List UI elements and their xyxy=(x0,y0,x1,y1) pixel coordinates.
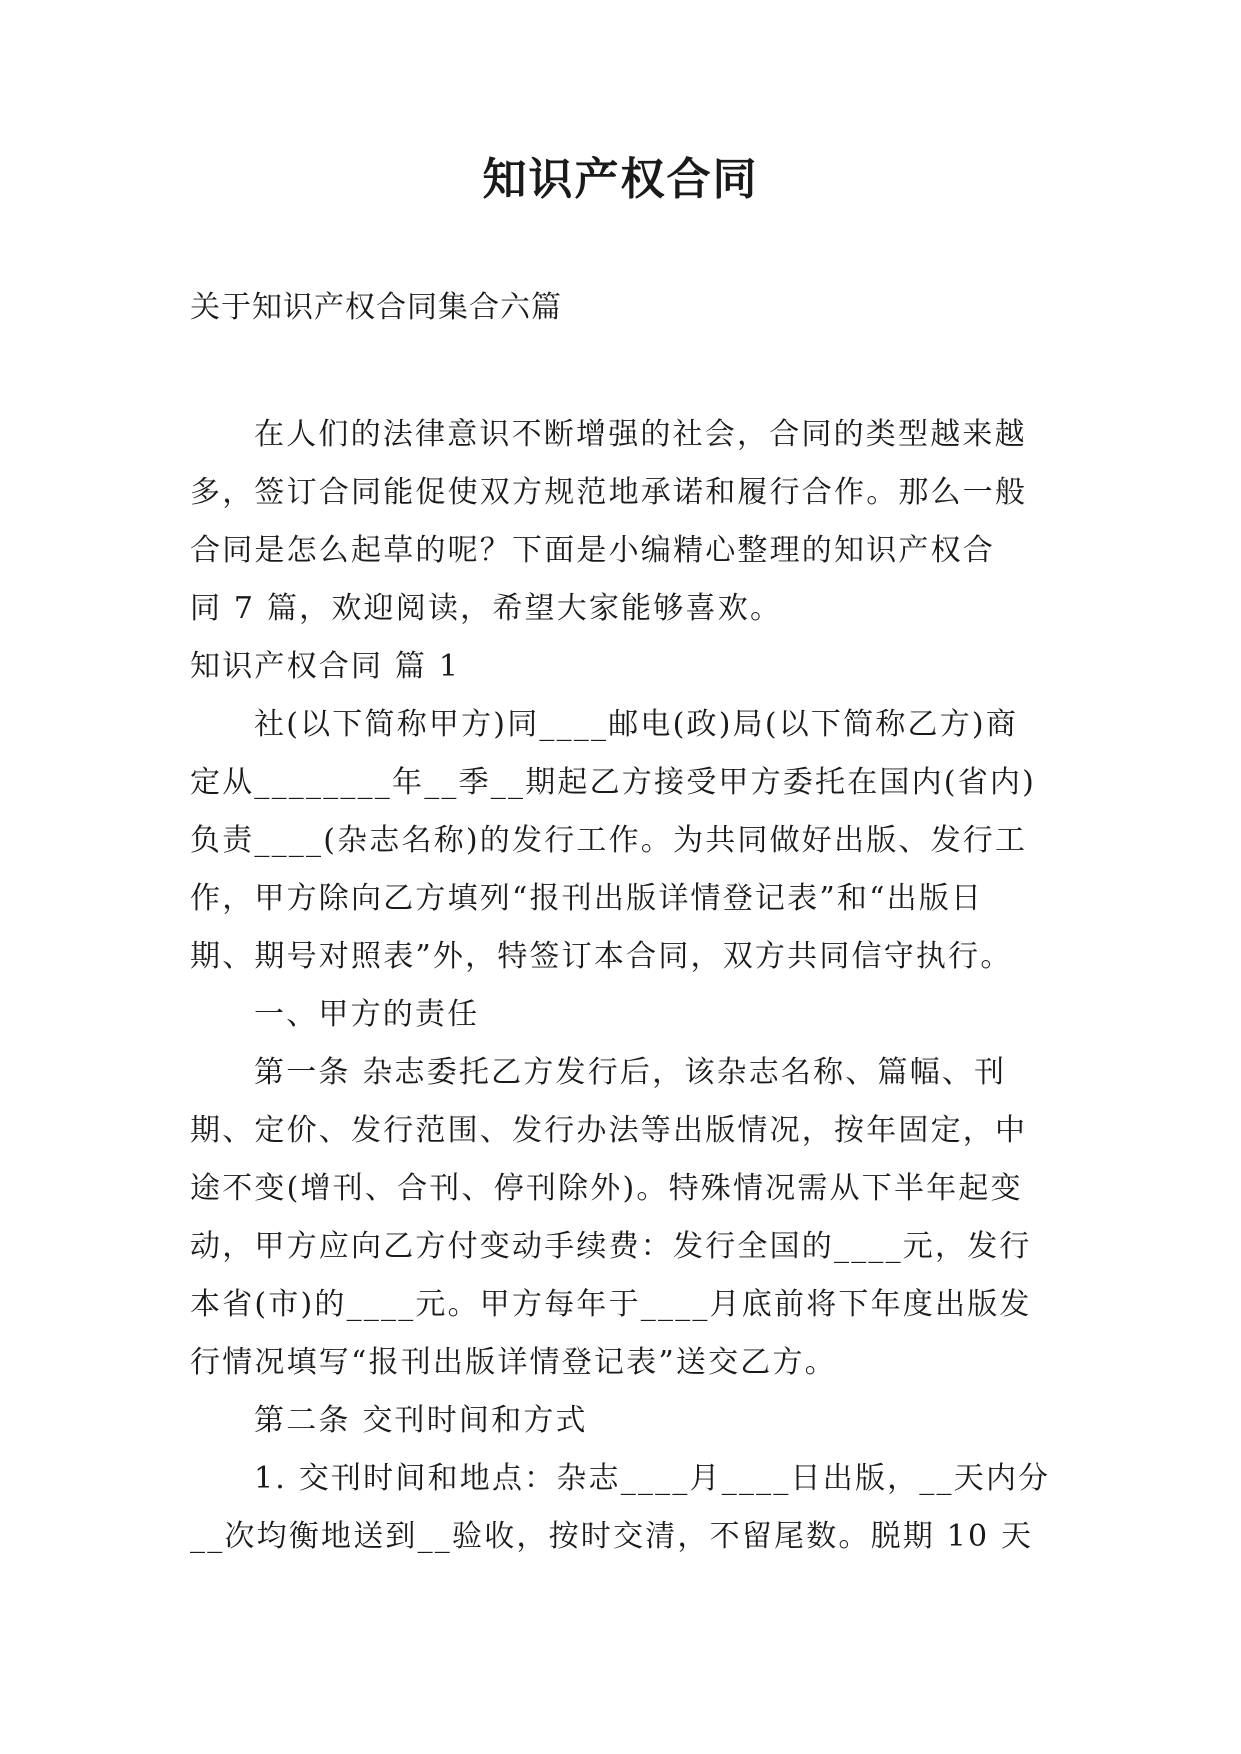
document-title: 知识产权合同 xyxy=(482,154,759,205)
document-subtitle: 关于知识产权合同集合六篇 xyxy=(190,290,562,325)
body-line: __次均衡地送到__验收，按时交清，不留尾数。脱期 10 天 xyxy=(190,1519,1034,1554)
document-body xyxy=(190,406,1065,1566)
body-line: 本省(市)的____元。甲方每年于____月底前将下年度出版发 xyxy=(190,1287,1032,1322)
body-line: 行情况填写“报刊出版详情登记表”送交乙方。 xyxy=(190,1345,837,1380)
body-line: 途不变(增刊、合刊、停刊除外)。特殊情况需从下半年起变 xyxy=(190,1171,1023,1206)
body-line: 定从________年__季__期起乙方接受甲方委托在国内(省内) xyxy=(190,765,1037,800)
body-line: 期、期号对照表”外，特签订本合同，双方共同信守执行。 xyxy=(190,939,1013,974)
body-line: 同 7 篇，欢迎阅读，希望大家能够喜欢。 xyxy=(190,591,783,626)
body-line: 作，甲方除向乙方填列“报刊出版详情登记表”和“出版日 xyxy=(190,881,984,916)
body-line: 负责____(杂志名称)的发行工作。为共同做好出版、发行工 xyxy=(190,823,1028,858)
body-line: 在人们的法律意识不断增强的社会，合同的类型越来越 xyxy=(254,417,1027,452)
body-line: 第一条 杂志委托乙方发行后，该杂志名称、篇幅、刊 xyxy=(254,1055,1007,1090)
body-line: 多，签订合同能促使双方规范地承诺和履行合作。那么一般 xyxy=(190,475,1028,510)
body-line: 一、甲方的责任 xyxy=(254,997,480,1032)
body-line: 1. 交刊时间和地点：杂志____月____日出版，__天内分 xyxy=(254,1461,1051,1496)
body-line: 期、定价、发行范围、发行办法等出版情况，按年固定，中 xyxy=(190,1113,1028,1148)
body-line: 动，甲方应向乙方付变动手续费：发行全国的____元，发行 xyxy=(190,1229,1032,1264)
body-line: 社(以下简称甲方)同____邮电(政)局(以下简称乙方)商 xyxy=(254,707,1019,742)
body-line: 第二条 交刊时间和方式 xyxy=(254,1403,588,1438)
body-line: 知识产权合同 篇 1 xyxy=(190,649,461,684)
body-line: 合同是怎么起草的呢？下面是小编精心整理的知识产权合 xyxy=(190,533,995,568)
